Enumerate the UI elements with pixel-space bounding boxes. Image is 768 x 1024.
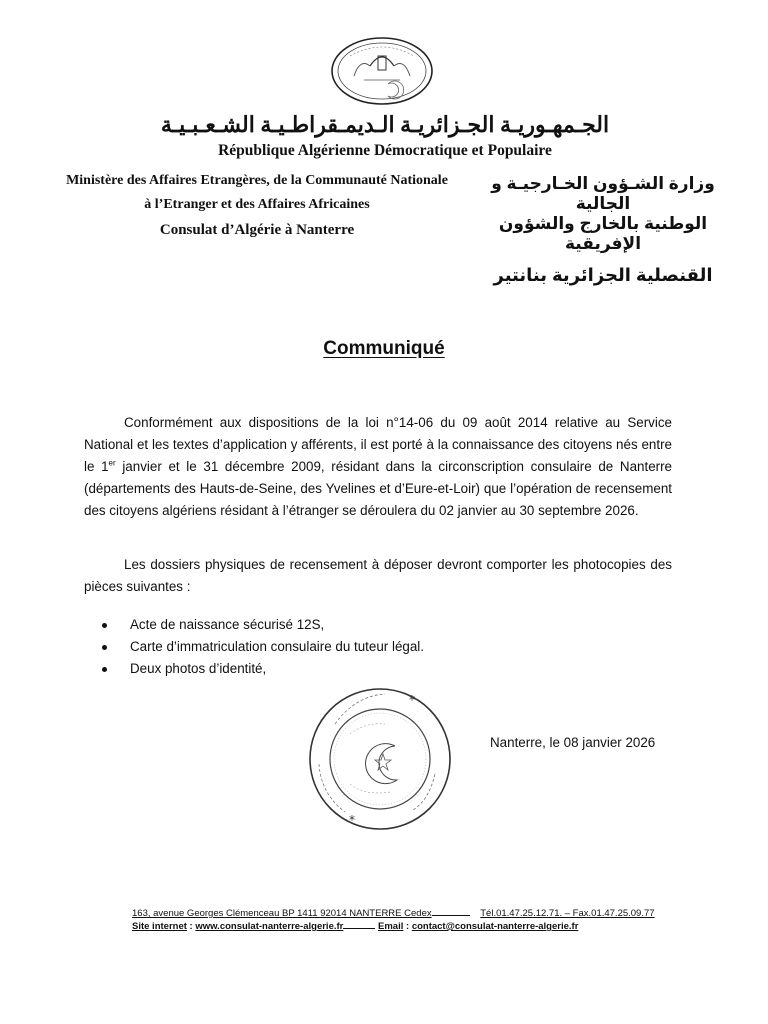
- ministry-fr-line2: à l’Etranger et des Affaires Africaines: [144, 197, 370, 212]
- place-and-date: Nanterre, le 08 janvier 2026: [490, 735, 656, 750]
- footer-email-label: Email: [378, 921, 404, 932]
- footer: 163, avenue Georges Clémenceau BP 1411 92014 NANTERRE Cedex Tél.01.47.25.12.71. – Fax.01.47.25.09.77 Site internet : www.consulat-nanterre-algerie.fr Email : contact@consulat-nanterre-algerie.fr: [132, 908, 655, 932]
- list-item: Deux photos d’identité,: [100, 658, 424, 680]
- ministry-ar-line1: وزارة الشـؤون الخـارجيـة و الجالية: [491, 174, 715, 213]
- footer-address: 163, avenue Georges Clémenceau BP 1411 92014 NANTERRE Cedex: [132, 908, 432, 919]
- body-paragraph-2: [84, 554, 672, 598]
- svg-text:*: *: [409, 693, 415, 707]
- svg-text:*: *: [349, 813, 355, 827]
- document-title: Communiqué: [323, 338, 445, 359]
- consulate-fr-name: Consulat d’Algérie à Nanterre: [159, 222, 355, 238]
- footer-phone-fax: Tél.01.47.25.12.71. – Fax.01.47.25.09.77: [480, 908, 655, 919]
- consulate-ar-name: القنصلية الجزائرية بنانتير: [493, 265, 713, 285]
- body-paragraph-1: [84, 412, 672, 522]
- bullet-icon: [102, 645, 107, 650]
- ministry-fr-line1: Ministère des Affaires Etrangères, de la Communauté Nationale: [66, 173, 448, 188]
- required-documents-list: [100, 614, 424, 680]
- para1-text-a: Conformément aux dispositions de la loi n°14-06 du 09 août 2014 relative au Service National et les textes d’application y afférents, il est porté à la connaissance des citoyens nés entre le 1: [84, 415, 672, 474]
- arabic-letterhead: [478, 174, 728, 286]
- para1-text-b: janvier et le 31 décembre 2009, résidant dans la circonscription consulaire de Nanterre (départements des Hauts-de-Seine, des Yvelines et d’Eure-et-Loir) que l’opération de recensement des citoyens algériens résidant à l’étranger se déroulera du 02 janvier au 30 septembre 2026.: [84, 459, 673, 518]
- footer-email-link[interactable]: contact@consulat-nanterre-algerie.fr: [411, 921, 579, 932]
- list-item: Carte d’immatriculation consulaire du tuteur légal.: [100, 636, 424, 658]
- consulate-seal-stamp-icon: [305, 684, 455, 834]
- footer-site-label: Site internet: [132, 921, 187, 932]
- bullet-icon: [102, 667, 107, 672]
- ministry-ar-line2: الوطنية بالخارج والشؤون الإفريقية: [498, 214, 708, 253]
- arabic-republic-name: الجـمهـوريـة الجـزائريـة الـديمـقراطـيـة الشـعـبـيـة: [160, 112, 610, 137]
- para1-superscript: er: [108, 458, 116, 468]
- footer-site-link[interactable]: www.consulat-nanterre-algerie.fr: [195, 921, 344, 932]
- french-republic-name: République Algérienne Démocratique et Populaire: [218, 142, 552, 159]
- list-item: Acte de naissance sécurisé 12S,: [100, 614, 424, 636]
- french-letterhead: [52, 172, 462, 239]
- bullet-icon: [102, 623, 107, 628]
- algeria-state-emblem-icon: [330, 36, 434, 106]
- para2-text: Les dossiers physiques de recensement à déposer devront comporter les photocopies des pièces suivantes :: [84, 557, 672, 594]
